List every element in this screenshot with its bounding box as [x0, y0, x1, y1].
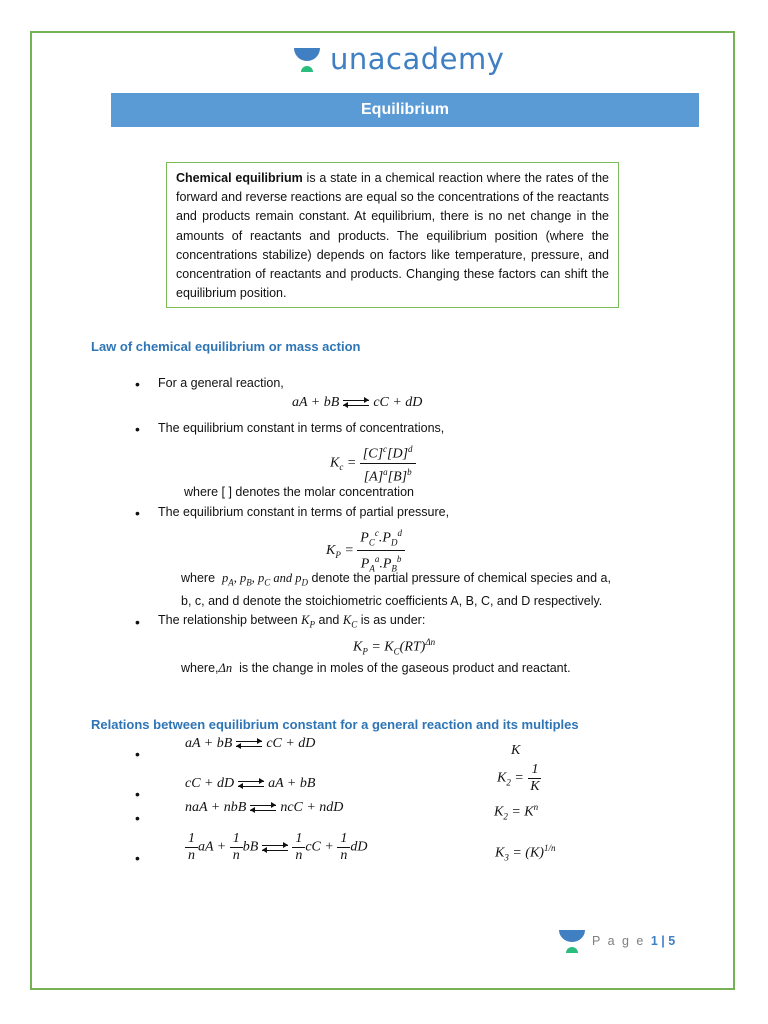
kp-equation: $K_P$ = $\frac{P_C^c.P_D^d}{P_A^a.P_B^b}$ [326, 525, 405, 577]
bullet-text-kp: The equilibrium constant in terms of partial pressure, [158, 505, 450, 519]
delta-n-note: where,Δn is the change in moles of the gaseous product and reactant. [181, 661, 571, 675]
definition-text: is a state in a chemical reaction where the rates of the forward and reverse reactions are equal so the concentrations of the reactants and products remain constant. At equilibrium, there is no net change in the amounts of reactants and products. The equilibrium position (where the concentrations stabilize) depends on factors like temperature, pressure, and concentration of reactants and products. Changing these factors can shift the equilibrium position. [176, 171, 609, 301]
constant-k: K [511, 743, 521, 758]
bullet: • [135, 421, 140, 437]
stoichiometric-note: b, c, and d denote the stoichiometric coefficients A, B, C, and D respectively. [181, 594, 603, 608]
page-number: P a g e 1 | 5 [592, 934, 676, 948]
unacademy-logo-icon [292, 44, 322, 74]
kc-equation: $K_c$ = $\frac{[C]^c[D]^d}{[A]^a[B]^b}$ [330, 441, 416, 485]
equilibrium-arrow-icon [238, 779, 264, 789]
bullet: • [135, 850, 140, 866]
page-title: Equilibrium [111, 93, 699, 127]
bullet: • [135, 614, 140, 630]
bullet: • [135, 505, 140, 521]
constant-k2-inverse: $K_2$ = $\frac{1}{K}$ [497, 762, 540, 794]
equilibrium-arrow-icon [343, 398, 369, 408]
page-footer [558, 928, 675, 954]
bullet-text-relation: The relationship between $K_P$ and $K_C$ is as under: [158, 613, 426, 630]
definition-box [166, 162, 619, 308]
bullet: • [135, 810, 140, 826]
reaction-multiplied: naA + nbB ncC + ndD [185, 800, 344, 815]
bullet: • [135, 786, 140, 802]
reaction-original: aA + bB cC + dD [185, 736, 316, 751]
unacademy-logo-icon [558, 928, 586, 954]
section-heading-relations: Relations between equilibrium constant for a general reaction and its multiples [91, 717, 579, 732]
definition-term: Chemical equilibrium [176, 171, 303, 185]
molar-concentration-note: where [ ] denotes the molar concentration [184, 485, 414, 499]
unacademy-logo [292, 42, 504, 76]
equilibrium-arrow-icon [262, 843, 288, 853]
bullet-text-kc: The equilibrium constant in terms of concentrations, [158, 421, 445, 435]
section-heading-law: Law of chemical equilibrium or mass action [91, 339, 361, 354]
equilibrium-arrow-icon [250, 803, 276, 813]
general-reaction-equation: aA + bB cC + dD [292, 395, 423, 410]
bullet: • [135, 746, 140, 762]
equilibrium-arrow-icon [236, 739, 262, 749]
kp-kc-relation-equation: $K_P = K_C(RT)^{\Delta n}$ [353, 637, 436, 657]
reaction-divided: $\frac{1}{n}$ aA + $\frac{1}{n}$ bB $\frac{1}{n}$ cC + $\frac{1}{n}$ dD [185, 831, 367, 864]
reaction-reverse: cC + dD aA + bB [185, 776, 316, 791]
constant-k3-root: $K_3 = (K)^{1/n}$ [495, 843, 556, 863]
bullet-text-general-reaction: For a general reaction, [158, 376, 284, 390]
constant-k2-power: $K_2 = K^n$ [494, 802, 539, 822]
partial-pressure-note: where $p_A$, $p_B$, $p_C$ and $p_D$ denote the partial pressure of chemical species and a, [181, 571, 611, 588]
bullet: • [135, 376, 140, 392]
brand-name: unacademy [330, 42, 505, 76]
